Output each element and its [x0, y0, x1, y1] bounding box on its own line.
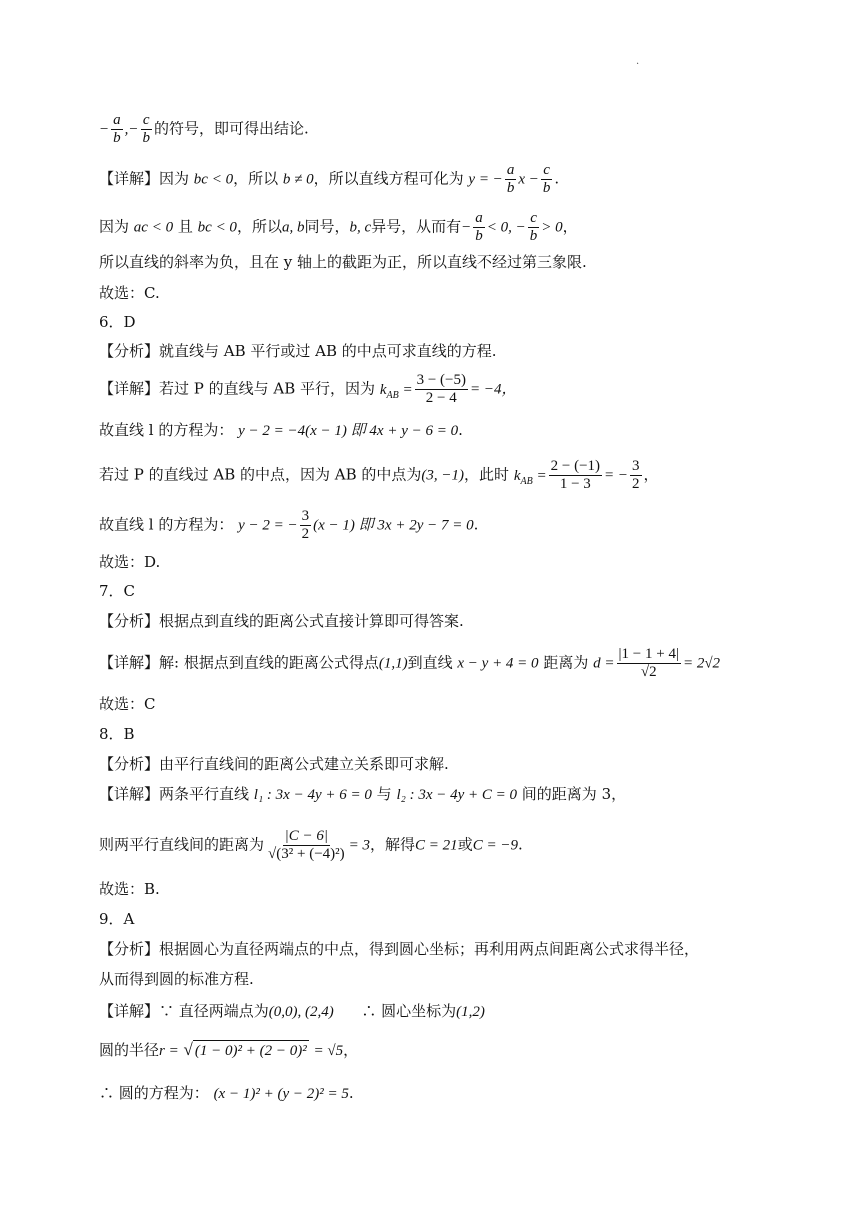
- line-9: [99, 420, 463, 441]
- line-7: 【分析】就直线与 AB 平行或过 AB 的中点可求直线的方程.: [99, 342, 497, 360]
- line-1: [99, 112, 309, 147]
- math: (0,0), (2,4): [268, 1004, 334, 1020]
- line-10: [99, 458, 659, 493]
- math: x − y + 4 = 0: [457, 655, 539, 672]
- text: 到直线: [407, 653, 453, 672]
- text: 【详解】解: 根据点到直线的距离公式得点: [99, 653, 379, 672]
- line-20: [99, 828, 523, 863]
- text: .: [458, 421, 463, 439]
- math: l₂ : 3x − 4y + C = 0: [396, 787, 518, 803]
- math: > 0: [541, 219, 563, 236]
- math: < 0, −: [486, 219, 526, 236]
- fraction: $\frac{2 - (-1)}{1 - 3}$: [550, 458, 601, 492]
- math: bc < 0: [197, 219, 237, 236]
- text: 距离为: [543, 653, 589, 672]
- text: ∴ 圆心坐标为: [361, 1002, 457, 1020]
- fraction: $\frac{3 - (-5)}{2 - 4}$: [416, 372, 466, 406]
- text: 若过 P 的直线过 AB 的中点，因为 AB 的中点为: [99, 465, 422, 484]
- line-3: [99, 210, 578, 245]
- math: y − 2 = −: [238, 517, 298, 534]
- text: ，此时: [464, 465, 510, 484]
- line-21: 故选：B.: [99, 880, 160, 898]
- text: 故直线 l 的方程为：: [99, 421, 234, 439]
- math: y − 2 = −4(x − 1) 即 4x + y − 6 = 0: [238, 423, 459, 439]
- fraction: $\frac{|C - 6|}{\text{√(3² + (−4)²)}}$: [268, 828, 345, 862]
- math: x −: [518, 171, 539, 188]
- text: 【详解】∵ 直径两端点为: [99, 1002, 269, 1020]
- math: $k_{AB}$ =: [379, 381, 413, 401]
- fraction: $\frac{c}{b}$: [529, 210, 538, 244]
- text: 故直线 l 的方程为：: [99, 515, 234, 534]
- math: d =: [593, 655, 615, 672]
- line-18: 【分析】由平行直线间的距离公式建立关系即可求解.: [99, 755, 449, 773]
- line-26: [99, 1040, 358, 1061]
- line-24: 从而得到圆的标准方程.: [99, 970, 254, 988]
- math: b ≠ 0: [282, 171, 314, 188]
- math: = 2√2: [682, 655, 721, 672]
- line-14: 【分析】根据点到直线的距离公式直接计算即可得答案.: [99, 612, 464, 630]
- fraction: $\frac{c}{b}$: [542, 162, 551, 196]
- text: .: [473, 515, 479, 534]
- math: = √5: [313, 1043, 344, 1059]
- text: 圆的半径: [99, 1041, 160, 1059]
- text: 异号，从而有: [371, 217, 462, 236]
- math: y = −: [468, 171, 503, 188]
- math: ac < 0: [133, 219, 174, 236]
- math: l₁ : 3x − 4y + 6 = 0: [253, 787, 372, 803]
- math: = 3: [348, 837, 371, 854]
- line-15: [99, 646, 720, 681]
- line-17: 8．B: [99, 725, 135, 743]
- text: ，所以: [236, 217, 282, 236]
- text: 则两平行直线间的距离为: [99, 835, 265, 854]
- math: a, b: [281, 219, 305, 236]
- text: .: [554, 169, 560, 188]
- text: 因为: [99, 217, 130, 236]
- fraction: $\frac{3}{2}$: [301, 508, 310, 542]
- text: ，: [343, 1041, 359, 1059]
- text: .: [348, 1084, 354, 1102]
- math: = −4，: [470, 381, 517, 398]
- line-2: [99, 162, 559, 197]
- fraction: $\frac{a}{b}$: [506, 162, 515, 196]
- text: ，: [562, 217, 578, 236]
- math: = −: [604, 467, 629, 484]
- minus-sign: −: [99, 121, 110, 138]
- text: 【详解】若过 P 的直线与 AB 平行，因为: [99, 379, 376, 398]
- square-root: √ (1 − 0)² + (2 − 0)²: [183, 1040, 307, 1059]
- line-5: 故选：C.: [99, 284, 160, 302]
- text: ∴ 圆的方程为：: [99, 1084, 209, 1102]
- line-16: 故选：C: [99, 695, 156, 713]
- fraction-c-over-b: $\frac{c}{b}$: [142, 112, 150, 146]
- text: 同号，: [304, 217, 350, 236]
- fraction: $\frac{a}{b}$: [475, 210, 483, 244]
- line-27: [99, 1083, 354, 1104]
- math: r =: [159, 1043, 179, 1059]
- header-dot: .: [636, 56, 640, 67]
- line-22: 9．A: [99, 910, 135, 928]
- math: C = 21: [415, 837, 458, 854]
- math: bc < 0: [193, 171, 234, 188]
- text: ，: [643, 465, 659, 484]
- text: 且: [177, 217, 193, 236]
- text: .: [517, 835, 523, 854]
- line-8: [99, 372, 517, 407]
- text: 间的距离为 3，: [521, 785, 627, 803]
- text: ，解得: [370, 835, 416, 854]
- fraction-a-over-b: $\frac{a}{b}$: [113, 112, 121, 146]
- line-12: 故选：D.: [99, 553, 161, 571]
- math: (1,2): [456, 1004, 485, 1020]
- fraction: $\frac{|1 - 1 + 4|}{√2}$: [618, 646, 679, 680]
- math: b, c: [349, 219, 372, 236]
- text: 或: [457, 835, 473, 854]
- text: 【详解】两条平行直线: [99, 785, 250, 803]
- math: −: [461, 219, 472, 236]
- line-1-text: 的符号，即可得出结论.: [154, 119, 309, 138]
- text: ，所以直线方程可化为: [313, 169, 464, 188]
- text: 【详解】因为: [99, 169, 190, 188]
- line-23: 【分析】根据圆心为直径两端点的中点，得到圆心坐标；再利用两点间距离公式求得半径，: [99, 940, 700, 958]
- comma-minus: ,−: [124, 121, 139, 138]
- text: 与: [376, 785, 392, 803]
- math: (3, −1): [421, 467, 465, 484]
- fraction: $\frac{3}{2}$: [632, 458, 640, 492]
- math: (x − 1) 即 3x + 2y − 7 = 0: [313, 517, 474, 534]
- math: C = −9: [472, 837, 518, 854]
- line-6: 6．D: [99, 313, 136, 331]
- math: $k_{AB}$ =: [513, 467, 547, 487]
- text: ，所以: [233, 169, 279, 188]
- math: (1,1): [378, 655, 408, 672]
- line-11: [99, 508, 478, 543]
- line-19: [99, 784, 626, 805]
- line-13: 7．C: [99, 582, 136, 600]
- line-25: [99, 1001, 485, 1022]
- math: (x − 1)² + (y − 2)² = 5: [213, 1086, 349, 1102]
- line-4: 所以直线的斜率为负，且在 y 轴上的截距为正，所以直线不经过第三象限.: [99, 253, 587, 271]
